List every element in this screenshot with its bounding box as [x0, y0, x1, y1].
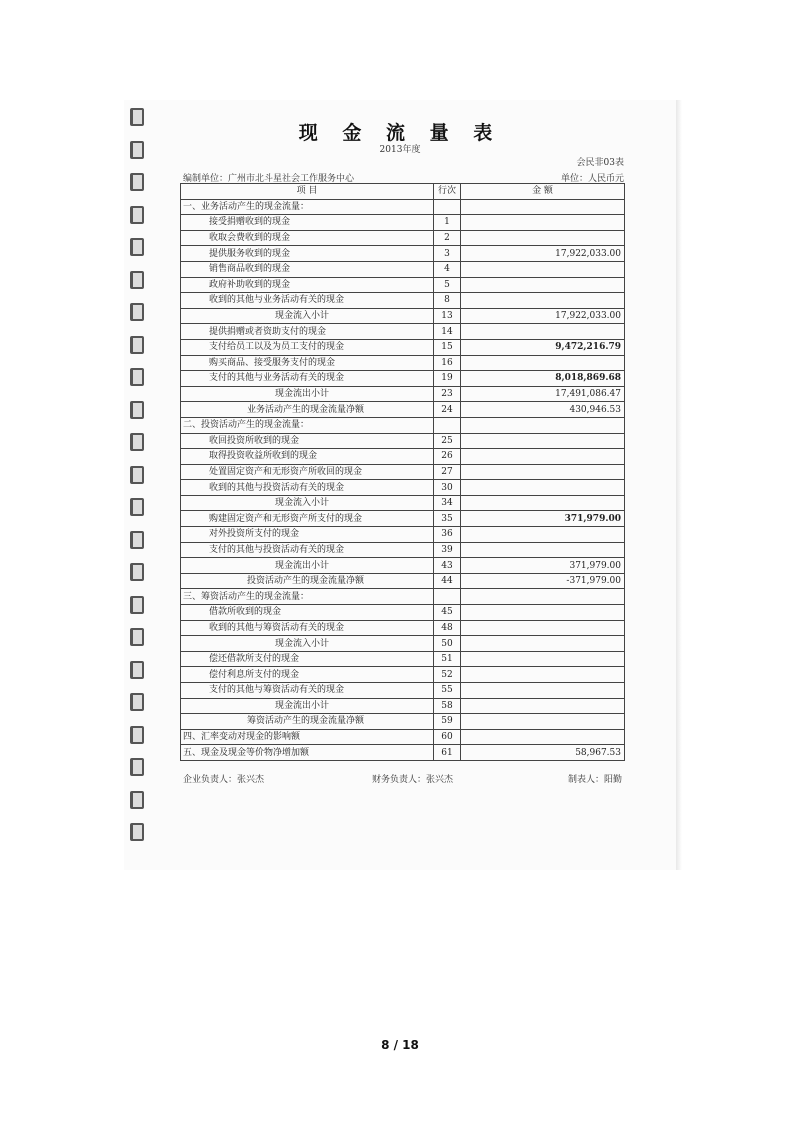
- row-line: 1: [434, 215, 461, 231]
- row-line: 4: [434, 261, 461, 277]
- row-amount: [461, 277, 625, 293]
- row-item: 三、筹资活动产生的现金流量：: [181, 589, 434, 605]
- table-row: [181, 464, 625, 480]
- table-row: [181, 324, 625, 340]
- row-line: 24: [434, 402, 461, 418]
- row-line: 39: [434, 542, 461, 558]
- row-amount: [461, 215, 625, 231]
- row-line: 14: [434, 324, 461, 340]
- row-line: 35: [434, 511, 461, 527]
- row-item: 支付的其他与业务活动有关的现金: [181, 371, 434, 387]
- table-row: [181, 511, 625, 527]
- table-row: [181, 230, 625, 246]
- row-amount: [461, 480, 625, 496]
- manager-signature: 企业负责人：张兴杰: [183, 775, 265, 785]
- row-amount: 371,979.00: [461, 511, 625, 527]
- row-item: 收取会费收到的现金: [181, 230, 434, 246]
- table-row: [181, 745, 625, 761]
- binding-ring: [130, 271, 144, 289]
- row-amount: [461, 527, 625, 543]
- row-amount: [461, 230, 625, 246]
- table-row: [181, 589, 625, 605]
- page-number: 8 / 18: [381, 1038, 419, 1052]
- row-amount: [461, 651, 625, 667]
- row-amount: 58,967.53: [461, 745, 625, 761]
- row-line: 59: [434, 714, 461, 730]
- table-row: [181, 293, 625, 309]
- row-amount: 17,922,033.00: [461, 246, 625, 262]
- row-line: 50: [434, 636, 461, 652]
- currency-unit: 单位：人民币元: [560, 174, 624, 184]
- row-amount: [461, 636, 625, 652]
- row-item: 现金流出小计: [181, 558, 434, 574]
- row-amount: 8,018,869.68: [461, 371, 625, 387]
- row-amount: 9,472,216.79: [461, 339, 625, 355]
- row-line: 52: [434, 667, 461, 683]
- row-line: 15: [434, 339, 461, 355]
- row-item: 购建固定资产和无形资产所支付的现金: [181, 511, 434, 527]
- binding-ring: [130, 791, 144, 809]
- row-amount: [461, 605, 625, 621]
- row-item: 二、投资活动产生的现金流量：: [181, 417, 434, 433]
- row-line: 16: [434, 355, 461, 371]
- row-amount: [461, 261, 625, 277]
- row-item: 收到的其他与投资活动有关的现金: [181, 480, 434, 496]
- binding-ring: [130, 758, 144, 776]
- table-row: [181, 417, 625, 433]
- row-amount: [461, 698, 625, 714]
- row-line: 43: [434, 558, 461, 574]
- binding-ring: [130, 206, 144, 224]
- table-row: [181, 433, 625, 449]
- table-row: [181, 308, 625, 324]
- row-item: 收回投资所收到的现金: [181, 433, 434, 449]
- row-line: 34: [434, 495, 461, 511]
- binding-ring: [130, 563, 144, 581]
- row-item: 投资活动产生的现金流量净额: [181, 573, 434, 589]
- binding-ring: [130, 498, 144, 516]
- binding-ring: [130, 401, 144, 419]
- row-item: 提供服务收到的现金: [181, 246, 434, 262]
- table-row: [181, 620, 625, 636]
- row-amount: [461, 449, 625, 465]
- table-row: [181, 215, 625, 231]
- binding-ring: [130, 466, 144, 484]
- row-line: 3: [434, 246, 461, 262]
- binding-ring: [130, 531, 144, 549]
- table-row: [181, 339, 625, 355]
- binding-ring: [130, 823, 144, 841]
- binding-ring: [130, 238, 144, 256]
- row-amount: [461, 683, 625, 699]
- table-row: [181, 386, 625, 402]
- spiral-binding: [124, 100, 146, 870]
- row-item: 借款所收到的现金: [181, 605, 434, 621]
- row-line: 61: [434, 745, 461, 761]
- report-year: 2013年度: [379, 145, 421, 155]
- row-item: 收到的其他与筹资活动有关的现金: [181, 620, 434, 636]
- binding-ring: [130, 628, 144, 646]
- table-row: [181, 573, 625, 589]
- row-line: 36: [434, 527, 461, 543]
- row-amount: [461, 199, 625, 215]
- row-amount: [461, 433, 625, 449]
- row-item: 取得投资收益所收到的现金: [181, 449, 434, 465]
- row-amount: [461, 589, 625, 605]
- row-item: 现金流入小计: [181, 308, 434, 324]
- preparer-signature: 制表人：阳勤: [568, 775, 623, 785]
- row-item: 销售商品收到的现金: [181, 261, 434, 277]
- finance-signature: 财务负责人：张兴杰: [372, 775, 454, 785]
- row-item: 现金流入小计: [181, 636, 434, 652]
- binding-ring: [130, 693, 144, 711]
- row-line: 45: [434, 605, 461, 621]
- table-row: [181, 698, 625, 714]
- row-item: 支付给员工以及为员工支付的现金: [181, 339, 434, 355]
- row-amount: 371,979.00: [461, 558, 625, 574]
- table-row: [181, 558, 625, 574]
- row-item: 收到的其他与业务活动有关的现金: [181, 293, 434, 309]
- row-item: 支付的其他与筹资活动有关的现金: [181, 683, 434, 699]
- table-row: [181, 605, 625, 621]
- row-item: 政府补助收到的现金: [181, 277, 434, 293]
- row-item: 提供捐赠或者资助支付的现金: [181, 324, 434, 340]
- row-amount: 430,946.53: [461, 402, 625, 418]
- row-item: 现金流出小计: [181, 386, 434, 402]
- row-line: 13: [434, 308, 461, 324]
- row-item: 现金流入小计: [181, 495, 434, 511]
- row-item: 接受捐赠收到的现金: [181, 215, 434, 231]
- table-row: [181, 402, 625, 418]
- row-item: 业务活动产生的现金流量净额: [181, 402, 434, 418]
- binding-ring: [130, 433, 144, 451]
- row-line: 26: [434, 449, 461, 465]
- table-row: [181, 729, 625, 745]
- table-row: [181, 199, 625, 215]
- table-row: [181, 277, 625, 293]
- row-line: 27: [434, 464, 461, 480]
- row-item: 五、现金及现金等价物净增加额: [181, 745, 434, 761]
- row-item: 处置固定资产和无形资产所收回的现金: [181, 464, 434, 480]
- table-row: [181, 355, 625, 371]
- row-line: 5: [434, 277, 461, 293]
- row-item: 对外投资所支付的现金: [181, 527, 434, 543]
- cash-flow-table: [180, 183, 625, 761]
- binding-ring: [130, 596, 144, 614]
- row-item: 偿还借款所支付的现金: [181, 651, 434, 667]
- table-header-row: [181, 184, 625, 200]
- row-line: 8: [434, 293, 461, 309]
- row-amount: [461, 495, 625, 511]
- red-stamp-mark: [665, 185, 687, 275]
- row-line: [434, 589, 461, 605]
- row-amount: [461, 729, 625, 745]
- header-item: 项 目: [181, 184, 434, 200]
- table-row: [181, 651, 625, 667]
- row-amount: [461, 355, 625, 371]
- row-amount: [461, 714, 625, 730]
- row-amount: [461, 464, 625, 480]
- row-line: 48: [434, 620, 461, 636]
- row-line: 51: [434, 651, 461, 667]
- binding-ring: [130, 368, 144, 386]
- table-row: [181, 495, 625, 511]
- binding-ring: [130, 303, 144, 321]
- row-line: 2: [434, 230, 461, 246]
- table-row: [181, 683, 625, 699]
- table-row: [181, 714, 625, 730]
- row-line: 19: [434, 371, 461, 387]
- table-row: [181, 527, 625, 543]
- row-line: [434, 417, 461, 433]
- row-item: 一、业务活动产生的现金流量：: [181, 199, 434, 215]
- binding-ring: [130, 661, 144, 679]
- table-row: [181, 246, 625, 262]
- page-title: 现 金 流 量 表: [298, 122, 502, 144]
- row-amount: [461, 620, 625, 636]
- row-line: 55: [434, 683, 461, 699]
- table-row: [181, 542, 625, 558]
- row-line: 23: [434, 386, 461, 402]
- row-amount: [461, 542, 625, 558]
- row-amount: [461, 293, 625, 309]
- row-amount: 17,922,033.00: [461, 308, 625, 324]
- table-row: [181, 371, 625, 387]
- row-line: [434, 199, 461, 215]
- row-line: 30: [434, 480, 461, 496]
- table-row: [181, 449, 625, 465]
- row-amount: 17,491,086.47: [461, 386, 625, 402]
- binding-ring: [130, 726, 144, 744]
- table-row: [181, 480, 625, 496]
- table-row: [181, 667, 625, 683]
- compiling-unit: 编制单位：广州市北斗星社会工作服务中心: [183, 174, 355, 184]
- row-item: 筹资活动产生的现金流量净额: [181, 714, 434, 730]
- table-row: [181, 636, 625, 652]
- row-line: 25: [434, 433, 461, 449]
- header-amount: 金 额: [461, 184, 625, 200]
- form-number: 会民非03表: [576, 158, 624, 168]
- header-line: 行次: [434, 184, 461, 200]
- table-row: [181, 261, 625, 277]
- row-line: 60: [434, 729, 461, 745]
- row-item: 购买商品、接受服务支付的现金: [181, 355, 434, 371]
- row-amount: [461, 417, 625, 433]
- binding-ring: [130, 336, 144, 354]
- row-item: 现金流出小计: [181, 698, 434, 714]
- row-amount: [461, 324, 625, 340]
- row-amount: -371,979.00: [461, 573, 625, 589]
- row-line: 44: [434, 573, 461, 589]
- row-item: 四、汇率变动对现金的影响额: [181, 729, 434, 745]
- row-item: 支付的其他与投资活动有关的现金: [181, 542, 434, 558]
- binding-ring: [130, 173, 144, 191]
- row-line: 58: [434, 698, 461, 714]
- row-amount: [461, 667, 625, 683]
- row-item: 偿付利息所支付的现金: [181, 667, 434, 683]
